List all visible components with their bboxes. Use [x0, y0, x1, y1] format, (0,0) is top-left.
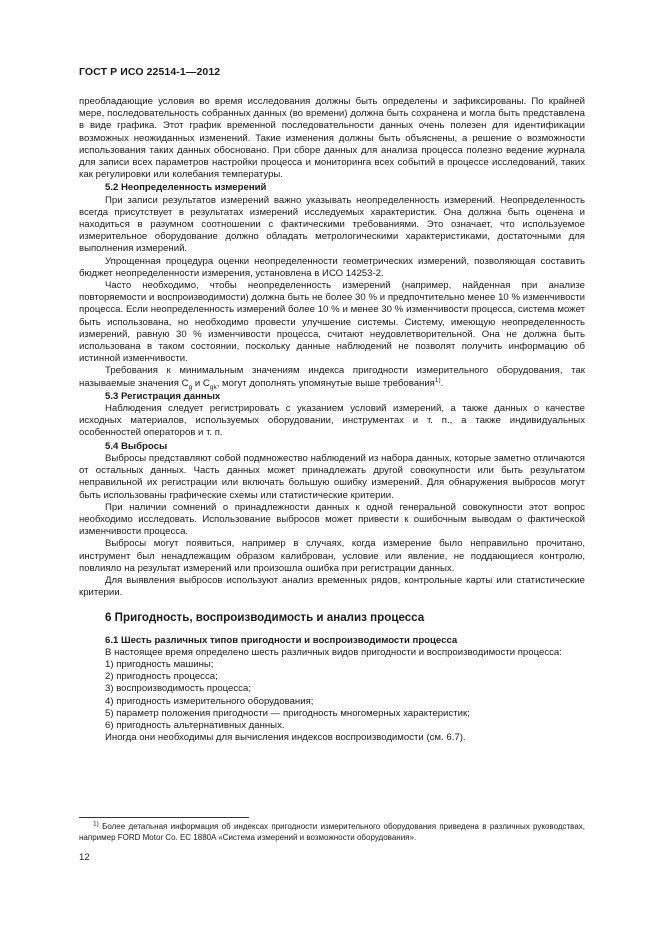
text-run: Требования к минимальным значениям индекса пригодности измерительного оборудования, так называемые значения C: [79, 365, 585, 389]
list-item: 1) пригодность машины;: [105, 658, 214, 670]
list-item: 4) пригодность измерительного оборудования;: [105, 695, 314, 707]
list-item: 6) пригодность альтернативных данных.: [105, 719, 285, 731]
section-5-4-paragraph-4: Для выявления выбросов используют анализ временных рядов, контрольные карты или статистические критерии.: [79, 574, 585, 599]
paragraph-intro: преобладающие условия во время исследования должны быть определены и зафиксированы. По крайней мере, последовательность собранных данных (во времени) должна быть сохранена и могла быть представлена в виде графика. Этот график временной последовательности данных очень полезен для идентификации возможных неожиданных изменений. Такие изменения должны быть объяснены, а решение о возможности использования таких данных обосновано. При сборе данных для анализа процесса полезно ведение журнала для записи всех параметров настройки процесса и мониторинга всех событий в процессе исследований, таких как регулировки или колебания температуры.: [79, 96, 585, 181]
section-6-1-heading: 6.1 Шесть различных типов пригодности и воспроизводимости процесса: [105, 634, 458, 646]
section-6-1-paragraph-2: Иногда они необходимы для вычисления индексов воспроизводимости (см. 6.7).: [105, 732, 466, 744]
section-5-2-paragraph-1: При записи результатов измерений важно указывать неопределенность измерений. Неопределенность всегда присутствует в результатах измерений исследуемых характеристик. Она должна быть оценена и находиться в разумном соотношении с фактическими требованиями. Это означает, что используемое измерительное оборудование должно обладать метрологическими характеристиками, достаточными для выполнения измерений.: [79, 194, 585, 255]
section-6-heading: 6 Пригодность, воспроизводимость и анализ процесса: [105, 611, 425, 625]
footnote-mark: 1): [93, 820, 99, 828]
footnote-reference: 1): [434, 376, 441, 384]
footnote: [79, 822, 585, 843]
section-5-4-paragraph-3: Выбросы могут появиться, например в случаях, когда измерение было неправильно прочитано, инструмент был ненадлежащим образом калиброван, условие или явление, не поддающиеся контролю, повлияло на результат измерений или произошла ошибка при регистрации данных.: [79, 538, 585, 574]
footnote-divider: [79, 817, 249, 818]
subscript-g: g: [188, 383, 193, 391]
section-5-2-heading: 5.2 Неопределенность измерений: [105, 182, 267, 194]
page-number: 12: [79, 852, 90, 863]
section-5-2-paragraph-2: Упрощенная процедура оценки неопределенности геометрических измерений, позволяющая составить бюджет неопределенности измерения, установлена в ИСО 14253-2.: [79, 255, 585, 279]
text-run: .: [440, 377, 444, 389]
section-6-1-paragraph-1: В настоящее время определено шесть различных видов пригодности и воспроизводимости процесса:: [105, 646, 562, 658]
capability-types-list: [79, 659, 585, 732]
document-header: ГОСТ Р ИСО 22514-1—2012: [79, 66, 221, 78]
section-5-2-paragraph-3: Часто необходимо, чтобы неопределенность измерений (например, найденная при анализе повторяемости и воспроизводимости) должна быть не более 30 % и предпочтительно менее 10 % изменчивости процесса. Если неопределенность измерений более 10 % и менее 30 % изменчивости процесса, система может быть использована, но необходимо провести улучшение системы. Систему, имеющую неопределенность измерений, равную 30 % изменчивости процесса, считают неудовлетворительной. Она не должна быть использована в таком состоянии, поскольку данные наблюдений не позволят получить информацию об истинной изменчивости.: [79, 280, 585, 365]
text-run: , могут дополнять упомянутые выше требования: [216, 377, 435, 389]
section-5-3-heading: 5.3 Регистрация данных: [105, 390, 221, 402]
text-run: и C: [192, 377, 210, 389]
section-5-4-heading: 5.4 Выбросы: [105, 440, 168, 452]
footnote-text: Более детальная информация об индексах пригодности измерительного оборудования приведена в различных руководствах, например FORD Motor Co. EC 1880A «Система измерений и возможности оборудования».: [79, 822, 585, 842]
document-body: [79, 96, 585, 744]
list-item: 2) пригодность процесса;: [105, 671, 218, 683]
section-5-4-paragraph-1: Выбросы представляют собой подмножество наблюдений из набора данных, которые заметно отличаются от остальных данных. Часть данных может принадлежать другой совокупности или быть результатом неправильной их регистрации или включать большую ошибку измерений. Для обнаружения выбросов могут быть использованы графические схемы или статистические критерии.: [79, 452, 585, 501]
section-5-3-paragraph-1: Наблюдения следует регистрировать с указанием условий измерений, а также данных о качестве исходных материалов, используемых оборудовании, инструментах и т. п., а также индивидуальных особенностей операторов и т. п.: [79, 403, 585, 439]
subscript-gk: gk: [209, 383, 217, 391]
list-item: 5) параметр положения пригодности — пригодность многомерных характеристик;: [105, 707, 470, 719]
section-5-2-paragraph-4: [79, 365, 585, 389]
list-item: 3) воспроизводимость процесса;: [105, 683, 251, 695]
section-5-4-paragraph-2: При наличии сомнений о принадлежности данных к одной генеральной совокупности этот вопрос необходимо исследовать. Использование выбросов может привести к ошибочным выводам о фактической изменчивости процесса.: [79, 501, 585, 538]
